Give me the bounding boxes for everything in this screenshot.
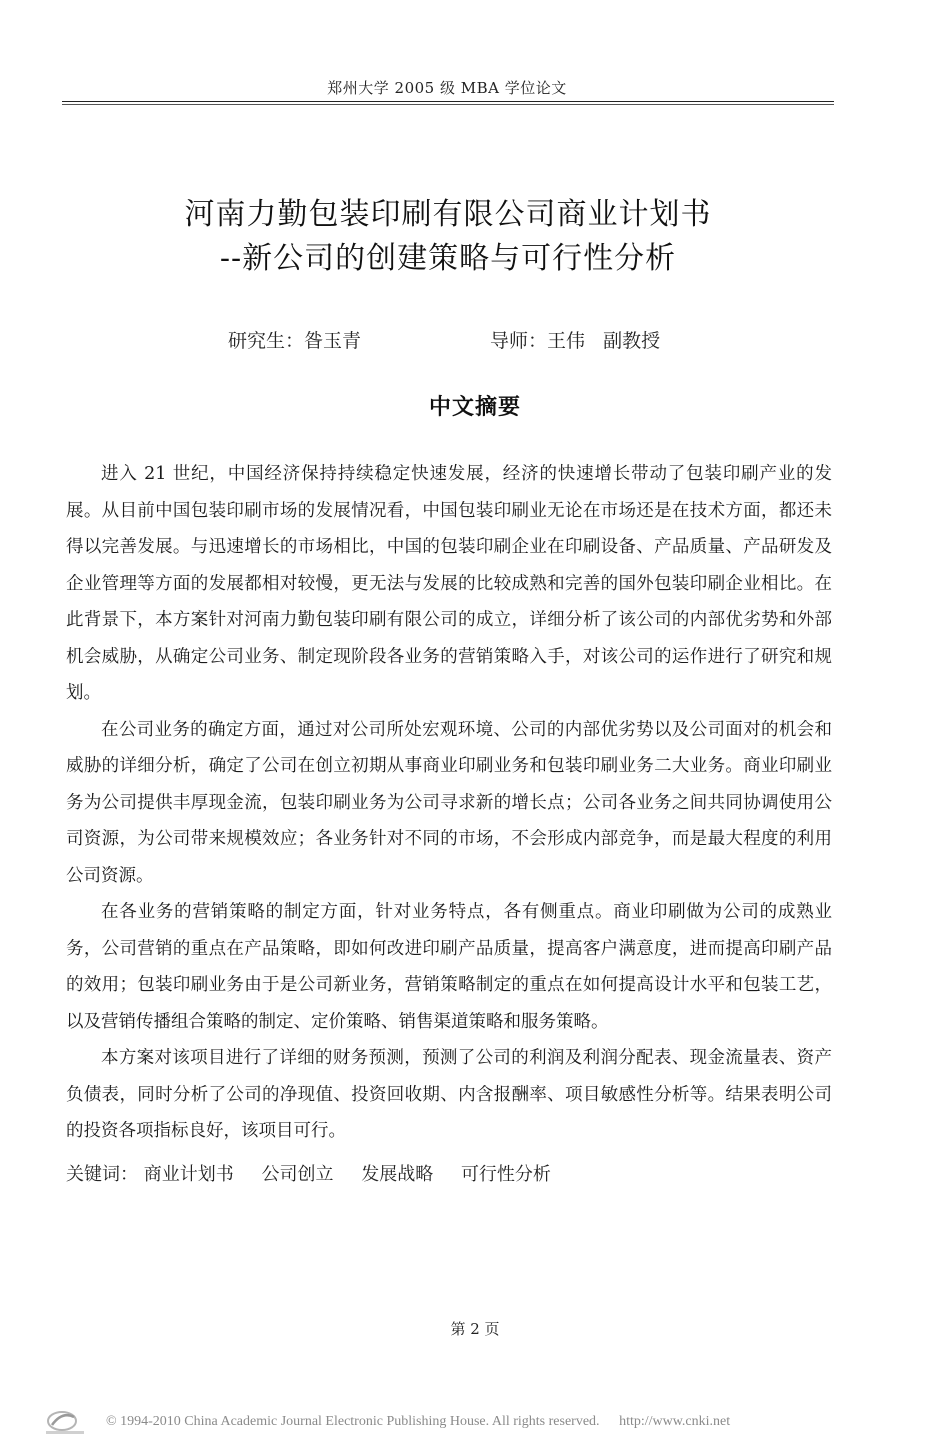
title-line-1: 河南力勤包装印刷有限公司商业计划书 [184, 197, 712, 232]
header-rule [62, 101, 834, 102]
abstract-paragraph: 进入 21 世纪，中国经济保持持续稳定快速发展，经济的快速增长带动了包装印刷产业的发展。从目前中国包装印刷市场的发展情况看，中国包装印刷业无论在市场还是在技术方面，都还未得以完善发展。与迅速增长的市场相比，中国的包装印刷企业在印刷设备、产品质量、产品研发及企业管理等方面的发展都相对较慢，更无法与发展的比较成熟和完善的国外包装印刷企业相比。在此背景下，本方案针对河南力勤包装印刷有限公司的成立，详细分析了该公司的内部优劣势和外部机会威胁，从确定公司业务、制定现阶段各业务的营销策略入手，对该公司的运作进行了研究和规划。 [66, 464, 832, 703]
cnki-logo-icon [40, 1407, 92, 1437]
running-head: 郑州大学 2005 级 MBA 学位论文 [327, 79, 567, 97]
footer [106, 1414, 730, 1430]
keywords-label: 关键词： [66, 1164, 138, 1185]
header-rule-thin [62, 104, 834, 105]
abstract-paragraph: 在各业务的营销策略的制定方面，针对业务特点，各有侧重点。商业印刷做为公司的成熟业务，公司营销的重点在产品策略，即如何改进印刷产品质量，提高客户满意度，进而提高印刷产品的效用；包装印刷业务由于是公司新业务，营销策略制定的重点在如何提高设计水平和包装工艺，以及营销传播组合策略的制定、定价策略、销售渠道策略和服务策略。 [66, 902, 832, 1032]
page-number: 第 2 页 [450, 1320, 500, 1338]
advisor-name: 导师：王伟 副教授 [490, 330, 661, 352]
thesis-title [62, 193, 834, 281]
title-line-2: --新公司的创建策略与可行性分析 [219, 241, 677, 276]
copyright-notice: © 1994-2010 China Academic Journal Electronic Publishing House. All rights reserved. [106, 1414, 600, 1429]
keyword: 发展战略 [361, 1164, 434, 1185]
keywords [66, 1160, 573, 1186]
cnki-link[interactable]: http://www.cnki.net [619, 1414, 731, 1429]
abstract-paragraph: 本方案对该项目进行了详细的财务预测，预测了公司的利润及利润分配表、现金流量表、资产负债表，同时分析了公司的净现值、投资回收期、内含报酬率、项目敏感性分析等。结果表明公司的投资各项指标良好，该项目可行。 [66, 1048, 832, 1141]
keyword: 公司创立 [261, 1164, 334, 1185]
keyword: 可行性分析 [460, 1164, 551, 1185]
author-line [0, 326, 950, 352]
keyword: 商业计划书 [143, 1164, 234, 1185]
abstract-heading: 中文摘要 [428, 395, 521, 420]
abstract-paragraph: 在公司业务的确定方面，通过对公司所处宏观环境、公司的内部优劣势以及公司面对的机会和威胁的详细分析，确定了公司在创立初期从事商业印刷业务和包装印刷业务二大业务。商业印刷业务为公司提供丰厚现金流，包装印刷业务为公司寻求新的增长点；公司各业务之间共同协调使用公司资源，为公司带来规模效应；各业务针对不同的市场，不会形成内部竞争，而是最大程度的利用公司资源。 [66, 719, 832, 886]
student-name: 研究生：昝玉青 [228, 330, 362, 352]
abstract-body [66, 456, 832, 1150]
